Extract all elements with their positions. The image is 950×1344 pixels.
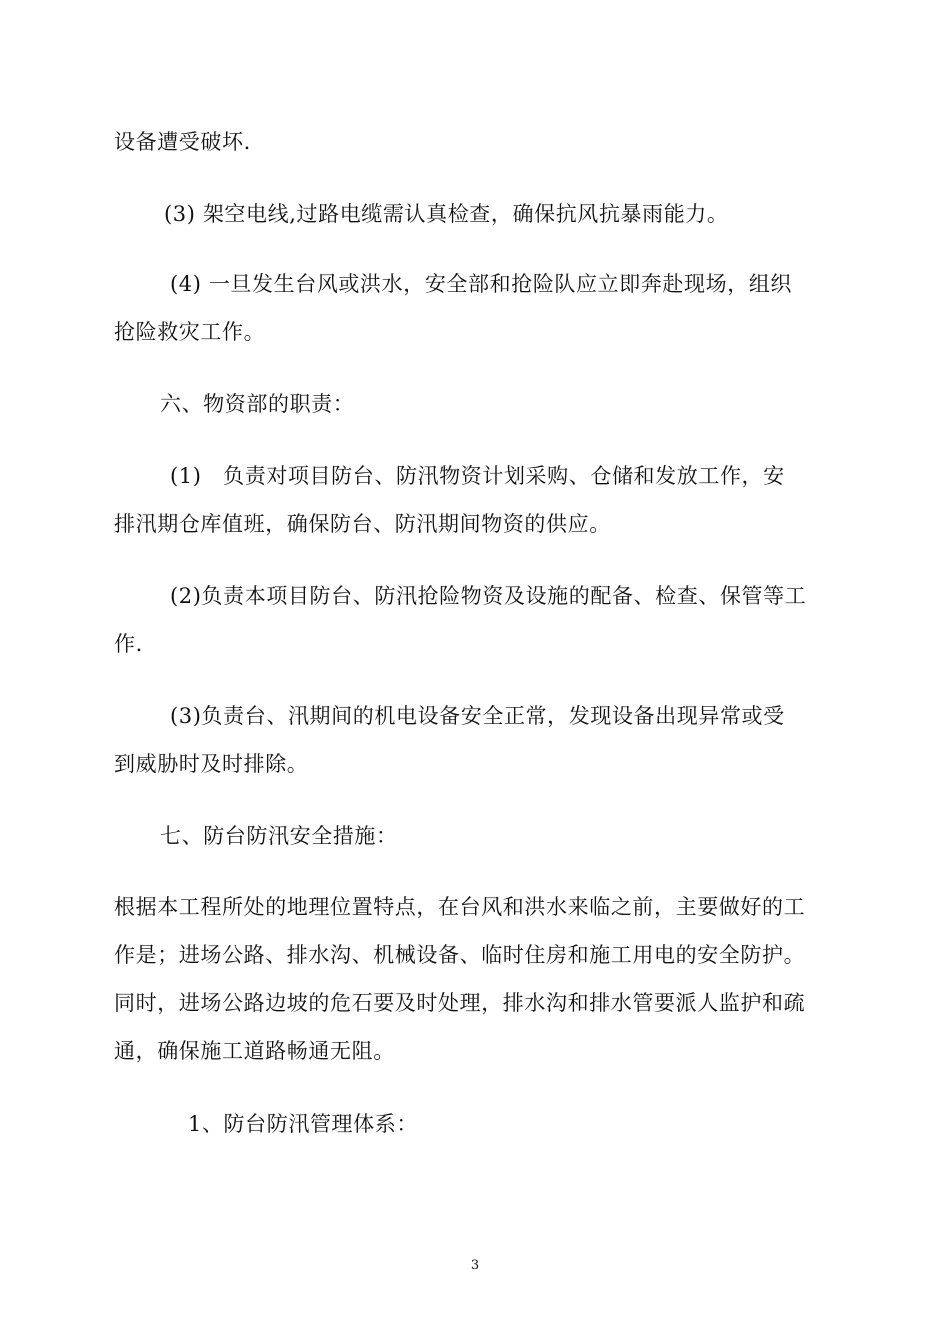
text-line: (4) 一旦发生台风或洪水，安全部和抢险队应立即奔赴现场，组织	[170, 272, 793, 296]
text-line: 通，确保施工道路畅通无阻。	[114, 1039, 395, 1063]
text-line: (3)负责台、汛期间的机电设备安全正常，发现设备出现异常或受	[170, 704, 785, 728]
section-heading: 七、防台防汛安全措施：	[160, 824, 398, 848]
text-line: 根据本工程所处的地理位置特点，在台风和洪水来临之前，主要做好的工	[114, 895, 806, 919]
text-line: (2)负责本项目防台、防汛抢险物资及设施的配备、检查、保管等工	[170, 584, 807, 608]
text-line: 作.	[114, 632, 143, 656]
text-line: (3) 架空电线,过路电缆需认真检查，确保抗风抗暴雨能力。	[164, 202, 729, 226]
text-line: (1) 负责对项目防台、防汛物资计划采购、仓储和发放工作，安	[170, 464, 785, 488]
text-line: 设备遭受破坏.	[114, 130, 251, 154]
subsection-heading: 1、防台防汛管理体系：	[188, 1112, 418, 1136]
text-line: 作是；进场公路、排水沟、机械设备、临时住房和施工用电的安全防护。	[114, 943, 806, 967]
text-line: 排汛期仓库值班，确保防台、防汛期间物资的供应。	[114, 512, 611, 536]
page-number: 3	[470, 1258, 480, 1273]
text-line: 同时，进场公路边坡的危石要及时处理，排水沟和排水管要派人监护和疏	[114, 991, 806, 1015]
section-heading: 六、物资部的职责：	[160, 392, 355, 416]
text-line: 抢险救灾工作。	[114, 320, 266, 344]
text-line: 到威胁时及时排除。	[114, 752, 309, 776]
